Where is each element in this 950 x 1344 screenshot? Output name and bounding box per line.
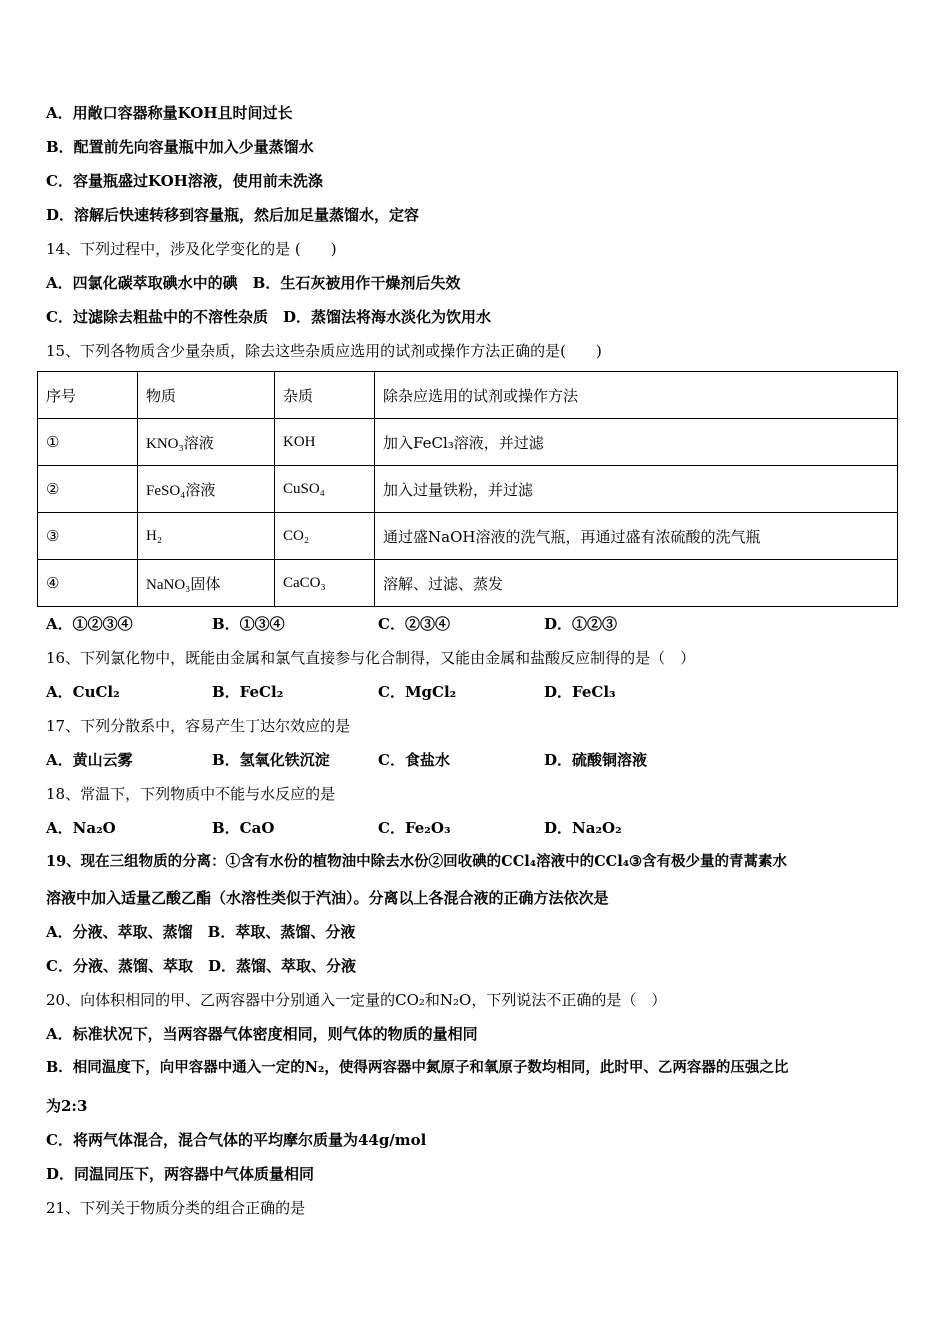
row-method: 加入过量铁粉，并过滤 [375,466,898,513]
row-substance: KNO₃溶液 [138,419,275,466]
q20-option-c: C．将两气体混合，混合气体的平均摩尔质量为44g/mol [46,1131,427,1149]
q16-options [46,682,710,702]
header-method: 除杂应选用的试剂或操作方法 [375,372,898,419]
q16-stem: 16、下列氯化物中，既能由金属和氯气直接参与化合制得，又能由金属和盐酸反应制得的是（ ） [46,649,696,667]
q20-option-a: A．标准状况下，当两容器气体密度相同，则气体的物质的量相同 [46,1025,478,1043]
q18-stem: 18、常温下，下列物质中不能与水反应的是 [46,785,336,803]
row-method: 溶解、过滤、蒸发 [375,560,898,607]
table-row [38,419,898,466]
q15-option-c: C．②③④ [378,615,450,633]
table-row [38,513,898,560]
q18-option-d: D．Na₂O₂ [544,819,622,837]
q19-stem-line1: 19、现在三组物质的分离：①含有水份的植物油中除去水份②回收碘的CCl₄溶液中的CCl₄③含有极少量的青蒿素水 [46,853,788,870]
row-impurity: CaCO₃ [275,560,375,607]
q19-options-cd: C．分液、蒸馏、萃取 D．蒸馏、萃取、分液 [46,957,356,975]
q15-option-b: B．①③④ [212,615,285,633]
q20-option-b-line1: B．相同温度下，向甲容器中通入一定的N₂，使得两容器中氮原子和氧原子数均相同，此时甲、乙两容器的压强之比 [46,1059,789,1076]
row-substance: NaNO₃固体 [138,560,275,607]
header-impurity: 杂质 [275,372,375,419]
q14-stem: 14、下列过程中，涉及化学变化的是 ( ) [46,240,337,258]
q19-options-ab: A．分液、萃取、蒸馏 B．萃取、蒸馏、分液 [46,923,356,941]
q17-option-c: C．食盐水 [378,751,450,769]
q17-option-b: B．氢氧化铁沉淀 [212,751,330,769]
row-impurity: CO₂ [275,513,375,560]
header-substance: 物质 [138,372,275,419]
q16-option-d: D．FeCl₃ [544,683,616,701]
q18-option-a: A．Na₂O [46,819,116,837]
q16-option-c: C．MgCl₂ [378,683,457,701]
row-no: ④ [38,560,138,607]
row-substance: FeSO₄溶液 [138,466,275,513]
q16-option-a: A．CuCl₂ [46,683,120,701]
q15-stem: 15、下列各物质含少量杂质，除去这些杂质应选用的试剂或操作方法正确的是( ) [46,342,602,360]
row-impurity: CuSO₄ [275,466,375,513]
q13-option-c: C．容量瓶盛过KOH溶液，使用前未洗涤 [46,172,323,190]
row-no: ① [38,419,138,466]
q18-option-c: C．Fe₂O₃ [378,819,451,837]
header-no: 序号 [38,372,138,419]
q20-option-d: D．同温同压下，两容器中气体质量相同 [46,1165,315,1183]
table-row [38,560,898,607]
row-impurity: KOH [275,419,375,466]
q13-option-a: A．用敞口容器称量KOH且时间过长 [46,104,293,122]
q17-option-d: D．硫酸铜溶液 [544,751,648,769]
row-no: ③ [38,513,138,560]
q20-option-b-line2: 为2:3 [46,1097,88,1115]
row-substance: H₂ [138,513,275,560]
q15-option-d: D．①②③ [544,615,618,633]
q21-stem: 21、下列关于物质分类的组合正确的是 [46,1199,306,1217]
q15-option-a: A．①②③④ [46,615,133,633]
q17-option-a: A．黄山云雾 [46,751,133,769]
row-no: ② [38,466,138,513]
table-header-row [38,372,898,419]
q18-options [46,818,710,838]
q15-table [37,371,898,607]
q13-option-d: D．溶解后快速转移到容量瓶，然后加足量蒸馏水，定容 [46,206,420,224]
q20-stem: 20、向体积相同的甲、乙两容器中分别通入一定量的CO₂和N₂O，下列说法不正确的是（ ） [46,991,667,1009]
q14-options-cd: C．过滤除去粗盐中的不溶性杂质 D．蒸馏法将海水淡化为饮用水 [46,308,491,326]
row-method: 加入FeCl₃溶液，并过滤 [375,419,898,466]
q17-stem: 17、下列分散系中，容易产生丁达尔效应的是 [46,717,351,735]
q16-option-b: B．FeCl₂ [212,683,284,701]
q15-options [46,614,710,634]
q17-options [46,750,710,770]
table-row [38,466,898,513]
q19-stem-line2: 溶液中加入适量乙酸乙酯（水溶性类似于汽油）。分离以上各混合液的正确方法依次是 [46,889,609,907]
q18-option-b: B．CaO [212,819,275,837]
q13-option-b: B．配置前先向容量瓶中加入少量蒸馏水 [46,138,314,156]
row-method: 通过盛NaOH溶液的洗气瓶，再通过盛有浓硫酸的洗气瓶 [375,513,898,560]
q14-options-ab: A．四氯化碳萃取碘水中的碘 B．生石灰被用作干燥剂后失效 [46,274,461,292]
